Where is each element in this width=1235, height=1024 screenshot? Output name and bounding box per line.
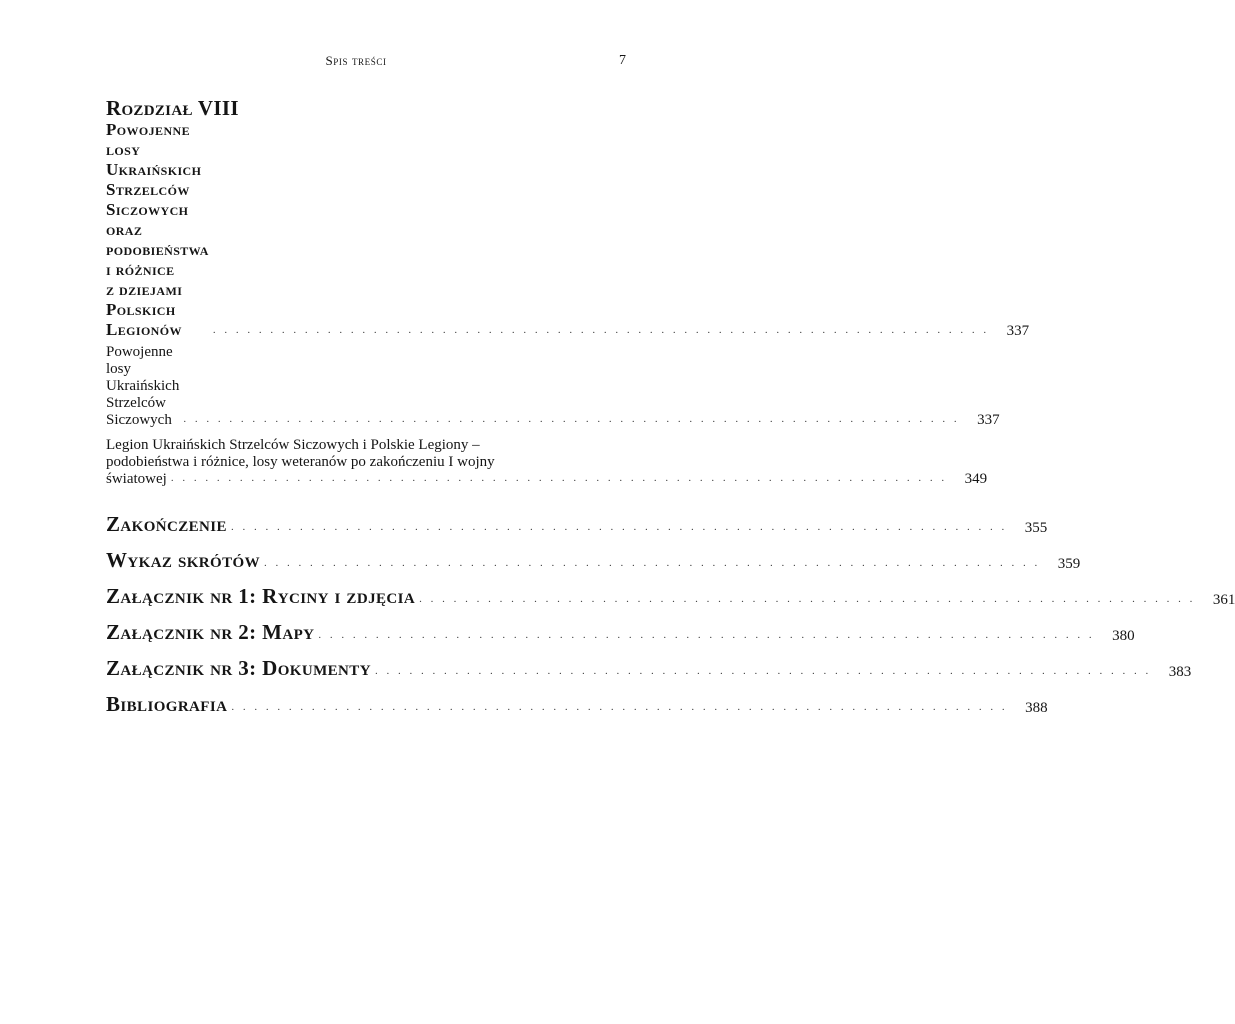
chapter-title-line: z dziejami Polskich Legionów (106, 280, 183, 339)
dot-leader: . . . . . . . . . . . . . . . . . . . . . . . . . . . . . . . . . . . . . . . . . . . . . . . . . . . . . . . . . . . . . . . . . . . . (419, 593, 1196, 605)
subsection-last-line (106, 471, 988, 488)
entry-page-number: 380 (1112, 628, 1135, 644)
toc-entry-zalacznik-2[interactable] (106, 617, 1135, 645)
chapter-title (106, 120, 209, 340)
toc-entry-wykaz-skrotow[interactable] (106, 545, 1081, 573)
major-entry-title: Wykaz skrótów (106, 548, 260, 572)
major-entry-title: Załącznik nr 1: Ryciny i zdjęcia (106, 584, 416, 608)
dot-leader: . . . . . . . . . . . . . . . . . . . . . . . . . . . . . . . . . . . . . . . . . . . . . . . . . . . . . . . . . . . . . . . . . . . . (231, 701, 1008, 713)
toc-entry-chapter[interactable] (106, 120, 1030, 340)
dot-leader: . . . . . . . . . . . . . . . . . . . . . . . . . . . . . . . . . . . . . . . . . . . . . . . . . . . . . . . . . . . . . . . . . . . . (230, 521, 1008, 533)
chapter-title-line: Siczowych oraz podobieństwa i różnice (106, 200, 209, 279)
major-entry-title: Zakończenie (106, 512, 227, 536)
dot-leader: . . . . . . . . . . . . . . . . . . . . . . . . . . . . . . . . . . . . . . . . . . . . . . . . . . . . . . . . . . . . . . . . . . . . (183, 413, 960, 425)
dot-leader: . . . . . . . . . . . . . . . . . . . . . . . . . . . . . . . . . . . . . . . . . . . . . . . . . . . . . . . . . . . . . . . . . . . . (170, 472, 948, 484)
running-title: Spis treści (325, 53, 387, 68)
major-entry-title: Bibliografia (106, 692, 228, 716)
dot-leader: . . . . . . . . . . . . . . . . . . . . . . . . . . . . . . . . . . . . . . . . . . . . . . . . . . . . . . . . . . . . . . . . . . . . (212, 324, 990, 336)
toc-entry-zalacznik-1[interactable] (106, 581, 1235, 609)
toc-entry-zakonczenie[interactable] (106, 509, 1048, 537)
toc-entry-subsection[interactable] (106, 344, 1000, 429)
running-head (0, 53, 712, 73)
chapter-label: Rozdział VIII (106, 96, 239, 120)
entry-page-number: 388 (1025, 700, 1048, 716)
subsection-title-line: podobieństwa i różnice, losy weteranów po zakończeniu I wojny (106, 454, 495, 470)
entry-page-number: 337 (1006, 323, 1030, 339)
table-of-contents (106, 96, 1235, 717)
toc-entry-zalacznik-3[interactable] (106, 653, 1192, 681)
dot-leader: . . . . . . . . . . . . . . . . . . . . . . . . . . . . . . . . . . . . . . . . . . . . . . . . . . . . . . . . . . . . . . . . . . . . (263, 557, 1041, 569)
toc-entry-subsection[interactable] (106, 437, 988, 488)
major-entry-title: Załącznik nr 2: Mapy (106, 620, 315, 644)
entry-page-number: 337 (977, 412, 1000, 428)
entry-page-number: 383 (1168, 664, 1192, 680)
page-number: 7 (619, 53, 626, 68)
subsection-title-line: światowej (106, 471, 167, 487)
chapter-title-line: Powojenne losy Ukraińskich Strzelców (106, 120, 202, 199)
subsection-title-line: Legion Ukraińskich Strzelców Siczowych i Polskie Legiony – (106, 437, 480, 453)
major-entry-title: Załącznik nr 3: Dokumenty (106, 656, 371, 680)
subsection-title: Powojenne losy Ukraińskich Strzelców Siczowych (106, 344, 180, 428)
entry-page-number: 361 (1212, 592, 1235, 608)
entry-page-number: 359 (1057, 556, 1081, 572)
dot-leader: . . . . . . . . . . . . . . . . . . . . . . . . . . . . . . . . . . . . . . . . . . . . . . . . . . . . . . . . . . . . . . . . . . . . (318, 629, 1095, 641)
toc-entry-bibliografia[interactable] (106, 689, 1048, 717)
entry-page-number: 349 (964, 471, 988, 487)
dot-leader: . . . . . . . . . . . . . . . . . . . . . . . . . . . . . . . . . . . . . . . . . . . . . . . . . . . . . . . . . . . . . . . . . . . . (374, 665, 1152, 677)
entry-page-number: 355 (1024, 520, 1048, 536)
